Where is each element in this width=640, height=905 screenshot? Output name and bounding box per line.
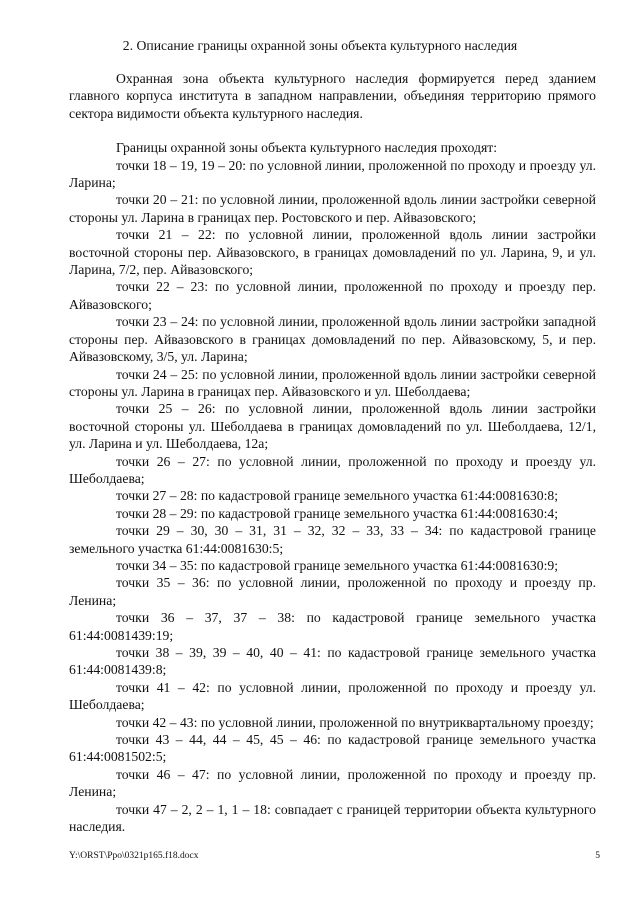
boundary-item: точки 20 – 21: по условной линии, проложенной вдоль линии застройки северной стороны ул. Ларина в границах пер. Ростовского и пер. Айвазовского; — [69, 192, 596, 225]
boundary-item: точки 29 – 30, 30 – 31, 31 – 32, 32 – 33, 33 – 34: по кадастровой границе земельного участка 61:44:0081630:5; — [69, 523, 596, 556]
boundary-item: точки 42 – 43: по условной линии, проложенной по внутриквартальному проезду; — [116, 714, 594, 730]
boundary-item: точки 28 – 29: по кадастровой границе земельного участка 61:44:0081630:4; — [116, 505, 559, 521]
boundary-item: точки 47 – 2, 2 – 1, 1 – 18: совпадает с границей территории объекта культурного наследия. — [69, 801, 596, 835]
boundary-item: точки 25 – 26: по условной линии, проложенной вдоль линии застройки восточной стороны ул. Шеболдаева в границах домовладений по ул. Шеболдаева, 12/1, ул. Ларина и ул. Шеболдаева, 12а; — [69, 401, 596, 452]
file-path: Y:\ORST\Ppo\0321p165.f18.docx — [69, 851, 199, 861]
boundary-item: точки 21 – 22: по условной линии, проложенной вдоль линии застройки восточной стороны пер. Айвазовского, в границах домовладений по ул. Ларина, 9, и ул. Ларина, 7/2, пер. Айвазовского; — [69, 227, 596, 278]
boundary-item: точки 23 – 24: по условной линии, проложенной вдоль линии застройки западной стороны пер. Айвазовского в границах домовладений по пер. Айвазовскому, 5, и пер. Айвазовскому, 3/5, ул. Ларина; — [69, 314, 596, 365]
boundary-item: точки 34 – 35: по кадастровой границе земельного участка 61:44:0081630:9; — [116, 557, 559, 573]
boundary-item: точки 35 – 36: по условной линии, проложенной по проходу и проезду пр. Ленина; — [69, 575, 596, 608]
list-intro: Границы охранной зоны объекта культурного наследия проходят: — [116, 140, 498, 156]
boundary-item: точки 36 – 37, 37 – 38: по кадастровой границе земельного участка 61:44:0081439:19; — [69, 610, 596, 643]
document-body — [69, 70, 596, 835]
boundary-item: точки 46 – 47: по условной линии, проложенной по проходу и проезду пр. Ленина; — [69, 766, 596, 800]
boundary-item: точки 26 – 27: по условной линии, проложенной по проходу и проезду ул. Шеболдаева; — [69, 453, 596, 486]
boundary-item: точки 38 – 39, 39 – 40, 40 – 41: по кадастровой границе земельного участка 61:44:0081439:8; — [69, 645, 596, 678]
paragraph-spacer — [69, 122, 596, 139]
intro-paragraph: Охранная зона объекта культурного наследия формируется перед зданием главного корпуса института в западном направлении, объединяя территорию прямого сектора видимости объекта культурного наследия. — [69, 71, 596, 121]
boundary-item: точки 24 – 25: по условной линии, проложенной вдоль линии застройки северной стороны ул. Ларина в границах пер. Айвазовского и ул. Шеболдаева; — [69, 366, 596, 399]
boundary-item: точки 43 – 44, 44 – 45, 45 – 46: по кадастровой границе земельного участка 61:44:0081502:5; — [69, 732, 596, 765]
boundary-item: точки 27 – 28: по кадастровой границе земельного участка 61:44:0081630:8; — [116, 488, 559, 504]
section-heading: 2. Описание границы охранной зоны объекта культурного наследия — [122, 38, 518, 53]
boundary-item: точки 22 – 23: по условной линии, проложенной по проходу и проезду пер. Айвазовского; — [69, 279, 596, 312]
page-number: 5 — [595, 851, 600, 861]
boundary-item: точки 18 – 19, 19 – 20: по условной линии, проложенной по проходу и проезду ул. Ларина; — [69, 157, 596, 191]
boundary-item: точки 41 – 42: по условной линии, проложенной по проходу и проезду ул. Шеболдаева; — [69, 679, 596, 713]
